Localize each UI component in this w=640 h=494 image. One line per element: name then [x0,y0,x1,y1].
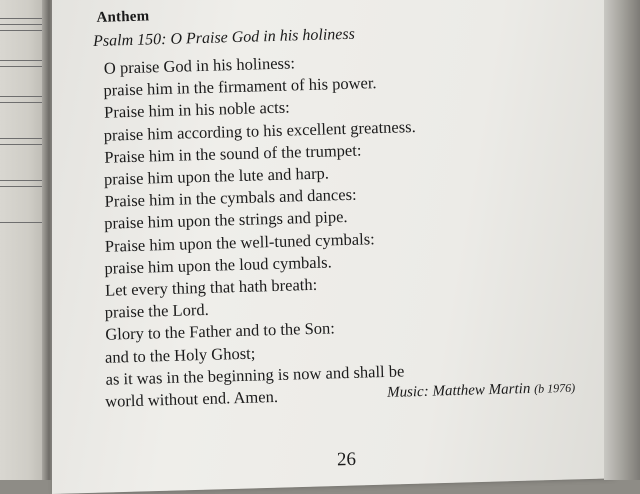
psalm-text [94,43,624,413]
staff-line [0,24,44,25]
facing-page [0,0,48,480]
staff-line [0,30,44,31]
verse-line: Glory to the Father and to the Son: [105,318,336,345]
verse-line: and to the Holy Ghost; [104,343,256,367]
psalm-title: Psalm 150: O Praise God in his holiness [92,25,356,50]
verse-line: as it was in the beginning is now and shall be [105,361,405,389]
verse-line: praise the Lord. [104,300,209,322]
verse-line: praise him upon the loud cymbals. [104,252,332,278]
staff-line [0,102,44,103]
page-content [92,0,625,480]
verse-line: praise him according to his excellent greatness. [103,116,416,145]
staff-line [0,180,44,181]
composer-dates: (b 1976) [533,380,576,396]
verse-line: Praise him in the sound of the trumpet: [104,140,362,167]
composer-credit: Music: Matthew Martin [386,380,531,401]
staff-line [0,186,44,187]
staff-line [0,144,44,145]
verse-line: praise him upon the lute and harp. [103,163,330,189]
page-number: 26 [336,448,357,471]
verse-line: Praise him in the cymbals and dances: [104,184,357,211]
verse-line: world without end. Amen. [104,387,279,411]
staff-line [0,96,44,97]
anthem-heading: Anthem [96,8,150,26]
staff-line [0,138,44,139]
verse-line: praise him in the firmament of his power. [103,73,377,100]
staff-line [0,222,44,223]
staff-line [0,66,44,67]
staff-line [0,60,44,61]
staff-line [0,18,44,19]
verse-line: praise him upon the strings and pipe. [103,207,348,234]
verse-line: O praise God in his holiness: [103,53,296,78]
verse-line: Praise him in his noble acts: [103,97,290,123]
verse-line: Praise him upon the well-tuned cymbals: [104,228,375,256]
verse-line: Let every thing that hath breath: [104,274,318,300]
